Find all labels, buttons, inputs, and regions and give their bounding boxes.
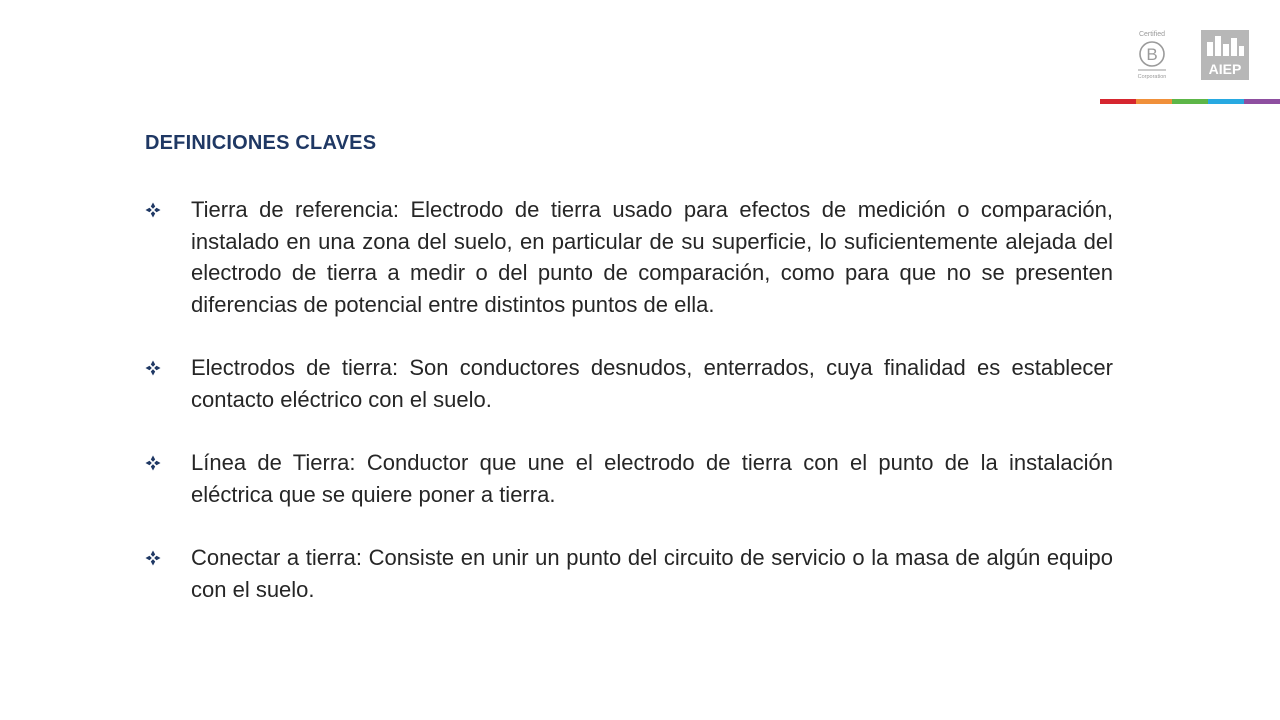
strip-segment-red — [1100, 99, 1136, 104]
bcorp-certified-logo — [1130, 28, 1174, 84]
strip-segment-purple — [1244, 99, 1280, 104]
diamond-quad-bullet-icon — [145, 202, 161, 218]
definition-item — [145, 194, 1113, 320]
diamond-quad-bullet-icon — [145, 550, 161, 566]
diamond-quad-bullet-icon — [145, 360, 161, 376]
definitions-list — [145, 194, 1113, 637]
strip-segment-orange — [1136, 99, 1172, 104]
definition-item — [145, 447, 1113, 510]
definition-item — [145, 352, 1113, 415]
definition-text: Conectar a tierra: Consiste en unir un punto del circuito de servicio o la masa de algún equipo con el suelo. — [191, 545, 1113, 602]
bcorp-top-text: Certified — [1138, 31, 1166, 38]
strip-segment-blue — [1208, 99, 1244, 104]
aiep-logo-text: AIEP — [1208, 61, 1242, 77]
definition-text: Línea de Tierra: Conductor que une el electrodo de tierra con el punto de la instalación eléctrica que se quiere poner a tierra. — [191, 450, 1113, 507]
definition-text: Electrodos de tierra: Son conductores desnudos, enterrados, cuya finalidad es establecer contacto eléctrico con el suelo. — [191, 355, 1113, 412]
strip-segment-green — [1172, 99, 1208, 104]
definition-text: Tierra de referencia: Electrodo de tierra usado para efectos de medición o comparación, instalado en una zona del suelo, en particular de su superficie, lo suficientemente alejada del electrodo de tierra a medir o del punto de comparación, como para que no se presenten diferencias de potencial entre distintos puntos de ella. — [191, 197, 1113, 317]
slide-title: DEFINICIONES CLAVES — [145, 132, 377, 154]
bcorp-bottom-text: Corporation — [1137, 74, 1167, 80]
diamond-quad-bullet-icon — [145, 455, 161, 471]
aiep-logo — [1201, 30, 1249, 80]
bcorp-letter: B — [1146, 45, 1158, 64]
brand-color-strip — [1100, 99, 1280, 104]
definition-item — [145, 542, 1113, 605]
